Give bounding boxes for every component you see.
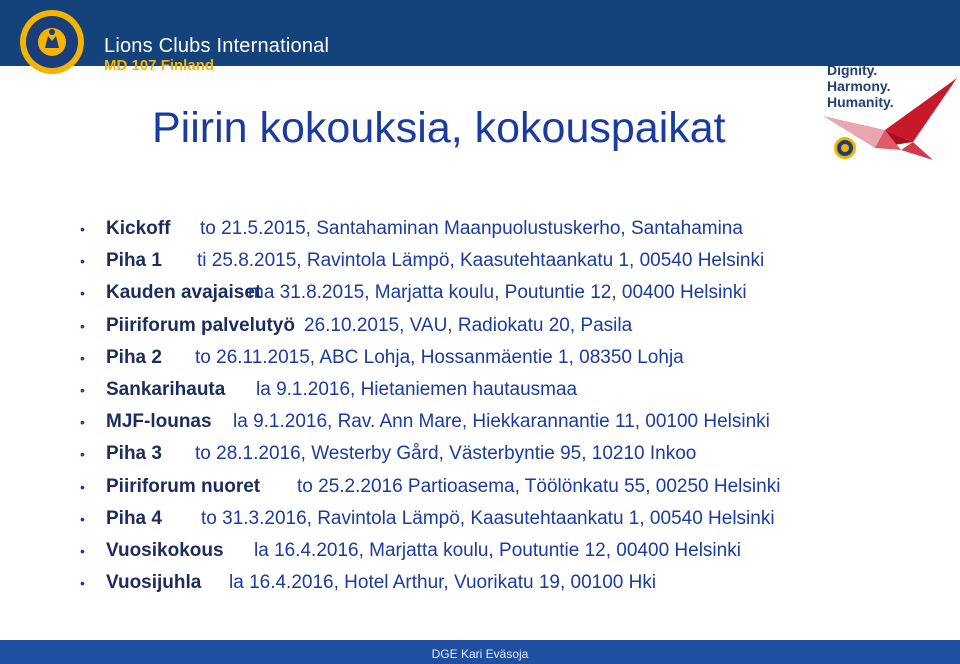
bullet-icon: • — [80, 575, 85, 592]
lions-logo-icon — [18, 8, 86, 76]
org-name: Lions Clubs International — [104, 35, 330, 57]
bullet-icon: • — [80, 446, 85, 463]
item-detail: to 26.11.2015, ABC Lohja, Hossanmäentie 1, 08350 Lohja — [195, 346, 684, 368]
motto-line-1: Dignity. — [827, 62, 878, 78]
bullet-icon: • — [80, 349, 85, 366]
motto-line-2: Harmony. — [827, 78, 891, 94]
bullet-icon: • — [80, 221, 85, 237]
bullet-icon: • — [80, 381, 85, 398]
item-detail: to 21.5.2015, Santahaminan Maanpuolustuskerho, Santahamina — [200, 218, 743, 239]
item-label: Kickoff — [106, 218, 171, 239]
item-detail: to 25.2.2016 Partioasema, Töölönkatu 55, 00250 Helsinki — [297, 475, 781, 497]
item-label: Piha 3 — [106, 443, 162, 465]
item-detail: to 28.1.2016, Westerby Gård, Västerbyntie 95, 10210 Inkoo — [195, 443, 697, 465]
motto-line-3: Humanity. — [827, 94, 894, 110]
bullet-icon: • — [80, 317, 85, 334]
bullet-icon: • — [80, 285, 85, 302]
item-detail: la 9.1.2016, Hietaniemen hautausmaa — [256, 378, 578, 400]
item-label: Piha 4 — [106, 507, 162, 529]
bullet-icon: • — [80, 253, 85, 270]
paper-crane-icon — [815, 58, 960, 168]
item-label: Piiriforum nuoret — [106, 475, 261, 497]
item-label: Vuosikokous — [106, 539, 224, 561]
bullet-icon: • — [80, 414, 85, 431]
item-detail: la 16.4.2016, Marjatta koulu, Poutuntie 12, 00400 Helsinki — [254, 539, 741, 561]
bullet-icon: • — [80, 510, 85, 527]
footer-credit: DGE Kari Eväsoja — [431, 647, 529, 661]
item-label: Piha 1 — [106, 250, 162, 272]
item-label: Piha 2 — [106, 346, 162, 368]
item-label: Piiriforum palvelutyö — [106, 314, 295, 336]
district-name: MD 107 Finland — [104, 57, 215, 74]
item-label: Vuosijuhla — [106, 572, 202, 594]
item-label: Kauden avajaiset — [106, 282, 262, 304]
page-title: Piirin kokouksia, kokouspaikat — [152, 104, 726, 152]
item-label: Sankarihauta — [106, 378, 226, 400]
item-detail: la 16.4.2016, Hotel Arthur, Vuorikatu 19, 00100 Hki — [229, 572, 657, 594]
item-detail: ma 31.8.2015, Marjatta koulu, Poutuntie 12, 00400 Helsinki — [248, 282, 747, 304]
item-detail: 26.10.2015, VAU, Radiokatu 20, Pasila — [304, 314, 633, 336]
item-detail: la 9.1.2016, Rav. Ann Mare, Hiekkarannantie 11, 00100 Helsinki — [233, 411, 770, 433]
item-detail: to 31.3.2016, Ravintola Lämpö, Kaasutehtaankatu 1, 00540 Helsinki — [201, 507, 775, 529]
item-label: MJF-lounas — [106, 411, 212, 433]
bullet-icon: • — [80, 478, 85, 495]
bullet-icon: • — [80, 542, 85, 559]
item-detail: ti 25.8.2015, Ravintola Lämpö, Kaasutehtaankatu 1, 00540 Helsinki — [197, 250, 765, 272]
